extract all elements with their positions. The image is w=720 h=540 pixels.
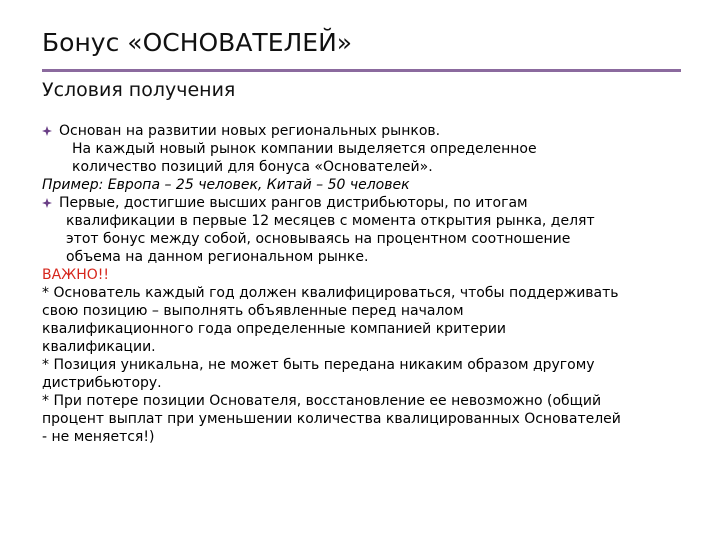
important-label: ВАЖНО!! xyxy=(42,267,110,283)
text-line: количество позиций для бонуса «Основателей». xyxy=(72,159,433,175)
text-line: объема на данном региональном рынке. xyxy=(66,249,369,265)
text-line: квалификации. xyxy=(42,339,156,355)
text-line: Первые, достигшие высших рангов дистрибьюторы, по итогам xyxy=(59,195,528,211)
text-line: этот бонус между собой, основываясь на процентном соотношение xyxy=(66,231,571,247)
text-line: Основан на развитии новых региональных рынков. xyxy=(59,123,441,139)
diamond-bullet-icon xyxy=(42,198,52,208)
text-line: процент выплат при уменьшении количества квалицированных Основателей xyxy=(42,411,621,427)
text-line: свою позицию – выполнять объявленные перед началом xyxy=(42,303,464,319)
text-line: квалификации в первые 12 месяцев с момента открытия рынка, делят xyxy=(66,213,595,229)
slide-subtitle: Условия получения xyxy=(42,79,236,101)
text-line: - не меняется!) xyxy=(42,429,155,445)
slide-content xyxy=(42,122,682,446)
bullet-item xyxy=(42,194,682,212)
title-divider xyxy=(42,69,681,72)
text-line: * Основатель каждый год должен квалифицироваться, чтобы поддерживать xyxy=(42,285,619,301)
text-line: * При потере позиции Основателя, восстановление ее невозможно (общий xyxy=(42,393,602,409)
text-line: На каждый новый рынок компании выделяется определенное xyxy=(72,141,537,157)
slide-title: Бонус «ОСНОВАТЕЛЕЙ» xyxy=(42,28,353,57)
diamond-bullet-icon xyxy=(42,126,52,136)
text-line: квалификационного года определенные компанией критерии xyxy=(42,321,507,337)
bullet-item xyxy=(42,122,682,140)
example-line: Пример: Европа – 25 человек, Китай – 50 человек xyxy=(42,177,410,193)
text-line: * Позиция уникальна, не может быть передана никаким образом другому xyxy=(42,357,595,373)
text-line: дистрибьютору. xyxy=(42,375,162,391)
